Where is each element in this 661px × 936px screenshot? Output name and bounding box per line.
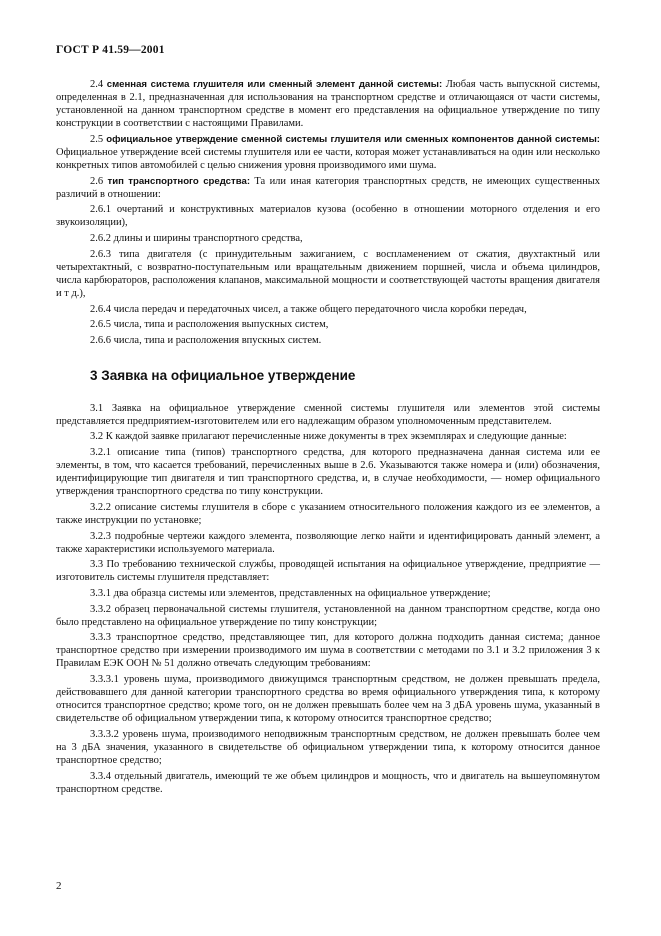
paragraph [56, 770, 600, 796]
paragraph-text: уровень шума, производимого движущимся транспортным средством, не должен превышать предела, действовавшего для данной категории транспортного средства во время официального утверждения типа, к которому относится транспортное средство; кроме того, он не должен превышать более чем на 3 дБА уровень шума, указанный в свидетельстве об официальном утверждении типа, к которому относится транспортное средство; [56, 674, 600, 725]
section-heading-text: Заявка на официальное утверждение [97, 367, 356, 383]
paragraph [56, 402, 600, 428]
clause-number: 2.6.1 [90, 204, 111, 216]
paragraph [56, 248, 600, 300]
clause-number: 3.2.1 [90, 447, 111, 459]
paragraph [56, 175, 600, 201]
clause-number: 2.6.6 [90, 334, 111, 346]
paragraph [56, 673, 600, 725]
defined-term: официальное утверждение сменной системы глушителя или сменных компонентов данной системы: [106, 133, 600, 145]
clause-number: 3.3.3.1 [90, 674, 119, 686]
clause-number: 3.3.2 [90, 603, 111, 615]
paragraph-text: подробные чертежи каждого элемента, позволяющие легко найти и идентифицировать данный элемент, а также характеристики используемого материала. [56, 530, 600, 555]
paragraph [56, 430, 600, 443]
clause-number: 3.3.3.2 [90, 728, 119, 740]
paragraph-text: Официальное утверждение всей системы глушителя или ее части, которая может устанавливаться на один или несколько конкретных типов автомобилей с целью снижения уровня производимого ими шума. [56, 146, 600, 172]
paragraph-text: описание типа (типов) транспортного средства, для которого предназначена данная система или ее элементы, в том, что касается требований, перечисленных выше в 2.6. Указываются также номера и (или) обозначения, идентифицирующие тип двигателя и тип транспортного средства, и, в случае необходимости, — номер официального утверждения транспортного средства по типу конструкции. [56, 447, 600, 498]
paragraph-text: транспортное средство, представляющее тип, для которого должна подходить данная система; данное транспортное средство при измерении производимого им шума в соответствии с методами по 3.1 и 3.2 приложения 3 к Правилам ЕЭК ООН № 51 должно отвечать следующим требованиям: [56, 632, 600, 670]
clause-number: 3.3.4 [90, 770, 111, 782]
paragraph [56, 303, 600, 316]
page-number: 2 [56, 880, 62, 892]
paragraph-text: Заявка на официальное утверждение сменной системы глушителя или элементов этой системы представляется предприятием-изготовителем или его надлежащим образом уполномоченным представителем. [56, 402, 600, 427]
clause-number: 3.3.1 [90, 588, 111, 599]
paragraph [56, 558, 600, 584]
paragraph-text: К каждой заявке прилагают перечисленные ниже документы в трех экземплярах и следующие данные: [103, 431, 567, 443]
clause-number: 2.6.2 [90, 233, 111, 245]
paragraph [56, 203, 600, 229]
paragraph-text: По требованию технической службы, проводящей испытания на официальное утверждение, предприятие — изготовитель системы глушителя представляет: [56, 559, 600, 584]
clause-number: 3 [90, 367, 98, 383]
paragraph [56, 318, 600, 331]
clause-number: 3.2.3 [90, 530, 111, 542]
paragraph [56, 631, 600, 670]
paragraph-text: отдельный двигатель, имеющий те же объем цилиндров и мощность, что и двигатель на вышеупомянутом транспортном средстве. [56, 770, 600, 795]
paragraph-text: длины и ширины транспортного средства, [111, 233, 303, 245]
clause-number: 2.6.5 [90, 319, 111, 331]
paragraph [56, 232, 600, 245]
clause-number: 3.3.3 [90, 632, 111, 644]
section-heading [56, 368, 600, 384]
paragraph [56, 587, 600, 600]
paragraph [56, 78, 600, 130]
paragraph-text: Та или иная категория транспортных средств, не имеющих существенных различий в отношении: [56, 175, 601, 200]
paragraph [56, 603, 600, 629]
clause-number: 3.2 [90, 431, 104, 443]
paragraph-text: числа, типа и расположения выпускных систем, [111, 319, 329, 331]
page-header: ГОСТ Р 41.59—2001 [56, 44, 165, 56]
clause-number: 2.6.3 [90, 248, 111, 260]
paragraph [56, 501, 600, 527]
paragraph-text: Любая часть выпускной системы, определенная в 2.1, предназначенная для использования на транспортном средстве и отличающаяся от части системы, установленной на данном транспортном средстве в момент его представления на официальное утверждение по типу конструкции в соответствии с настоящими Правилами. [56, 79, 601, 130]
clause-number: 2.6.4 [90, 303, 111, 315]
paragraph-text: очертаний и конструктивных материалов кузова (особенно в отношении моторного отделения и его звукоизоляции), [56, 204, 600, 229]
paragraph [56, 530, 600, 556]
defined-term: тип транспортного средства: [107, 175, 251, 187]
paragraph-text: числа передач и передаточных чисел, а также общего передаточного числа коробки передач, [111, 303, 527, 315]
paragraph-text: уровень шума, производимого неподвижным транспортным средством, не должен превышать более чем на 3 дБА значения, указанного в свидетельстве об официальном утверждении типа, к которому относится данное транспортное средство; [56, 728, 600, 767]
paragraph-text: описание системы глушителя в сборе с указанием относительного положения каждого из ее элементов, а также инструкции по установке; [56, 501, 600, 527]
clause-number: 3.2.2 [90, 501, 111, 513]
paragraph-text: числа, типа и расположения впускных систем. [111, 334, 322, 346]
clause-number: 3.3 [90, 559, 104, 571]
defined-term: сменная система глушителя или сменный элемент данной системы: [106, 79, 443, 90]
paragraph-text: образец первоначальной системы глушителя, установленной на данном транспортном средстве, когда оно было представлено на официальное утверждение по типу конструкции; [56, 603, 600, 628]
paragraph-text: два образца системы или элементов, представленных на официальное утверждение; [111, 588, 491, 599]
paragraph [56, 334, 600, 347]
clause-number: 2.4 [90, 79, 104, 90]
document-body [56, 78, 600, 798]
paragraph [56, 133, 600, 172]
clause-number: 2.6 [90, 175, 104, 187]
paragraph-text: типа двигателя (с принудительным зажиганием, с воспламенением от сжатия, двухтактный или четырехтактный, с возвратно-поступательным или вращательным движением поршней, числа и объема цилиндров, числа карбюраторов, расположения клапанов, максимальной мощности и соответствующей частоты вращения двигателя и т д.), [56, 248, 600, 299]
paragraph [56, 728, 600, 767]
clause-number: 3.1 [90, 402, 104, 414]
clause-number: 2.5 [90, 133, 104, 145]
paragraph [56, 446, 600, 498]
